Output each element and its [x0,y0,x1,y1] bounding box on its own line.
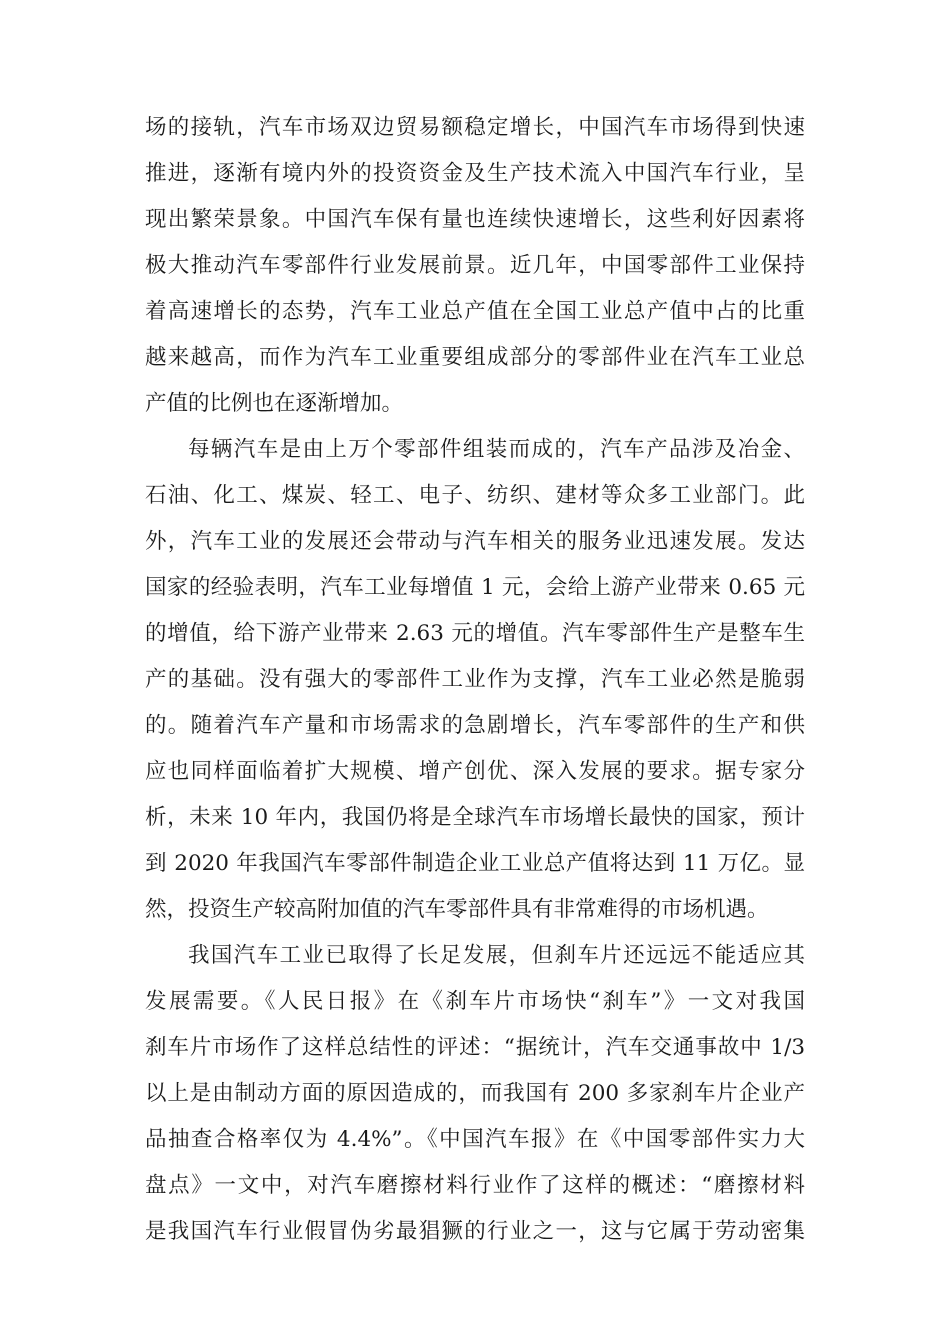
paragraph-3-line-3: 刹车片市场作了这样总结性的评述：“据统计，汽车交通事故中 1/3 [145,1035,805,1060]
paragraph-1-line-5: 着高速增长的态势，汽车工业总产值在全国工业总产值中占的比重 [145,299,805,324]
paragraph-3-line-7: 是我国汽车行业假冒伪劣最猖獗的行业之一，这与它属于劳动密集 [145,1219,805,1244]
paragraph-1-line-2: 推进，逐渐有境内外的投资资金及生产技术流入中国汽车行业，呈 [145,161,805,186]
paragraph-3-line-5: 品抽查合格率仅为 4.4%”。《中国汽车报》在《中国零部件实力大 [145,1127,805,1152]
paragraph-2-line-3: 外，汽车工业的发展还会带动与汽车相关的服务业迅速发展。发达 [145,529,805,554]
paragraph-3-line-2: 发展需要。《人民日报》在《刹车片市场快“刹车”》一文对我国 [145,989,805,1014]
paragraph-1-line-7: 产值的比例也在逐渐增加。 [145,391,404,416]
paragraph-2-line-5: 的增值，给下游产业带来 2.63 元的增值。汽车零部件生产是整车生 [145,621,805,646]
paragraph-2-line-7: 的。随着汽车产量和市场需求的急剧增长，汽车零部件的生产和供 [145,713,805,738]
paragraph-1-line-6: 越来越高，而作为汽车工业重要组成部分的零部件业在汽车工业总 [145,345,805,370]
paragraph-2-line-11: 然，投资生产较高附加值的汽车零部件具有非常难得的市场机遇。 [145,897,769,922]
paragraph-1-line-3: 现出繁荣景象。中国汽车保有量也连续快速增长，这些利好因素将 [145,207,805,232]
paragraph-3-line-4: 以上是由制动方面的原因造成的，而我国有 200 多家刹车片企业产 [145,1081,805,1106]
paragraph-1-line-1: 场的接轨，汽车市场双边贸易额稳定增长，中国汽车市场得到快速 [145,115,805,140]
paragraph-3-line-6: 盘点》一文中，对汽车磨擦材料行业作了这样的概述：“磨擦材料 [145,1173,805,1198]
paragraph-2-line-4: 国家的经验表明，汽车工业每增值 1 元，会给上游产业带来 0.65 元 [145,575,805,600]
paragraph-2-line-6: 产的基础。没有强大的零部件工业作为支撑，汽车工业必然是脆弱 [145,667,805,692]
paragraph-3-line-1: 我国汽车工业已取得了长足发展，但刹车片还远远不能适应其 [188,943,805,968]
paragraph-2-line-8: 应也同样面临着扩大规模、增产创优、深入发展的要求。据专家分 [145,759,805,784]
paragraph-1-line-4: 极大推动汽车零部件行业发展前景。近几年，中国零部件工业保持 [145,253,805,278]
paragraph-2-line-2: 石油、化工、煤炭、轻工、电子、纺织、建材等众多工业部门。此 [145,483,805,508]
paragraph-2-line-9: 析，未来 10 年内，我国仍将是全球汽车市场增长最快的国家，预计 [145,805,805,830]
paragraph-2-line-10: 到 2020 年我国汽车零部件制造企业工业总产值将达到 11 万亿。显 [145,851,805,876]
paragraph-2-line-1: 每辆汽车是由上万个零部件组装而成的，汽车产品涉及冶金、 [188,437,805,462]
